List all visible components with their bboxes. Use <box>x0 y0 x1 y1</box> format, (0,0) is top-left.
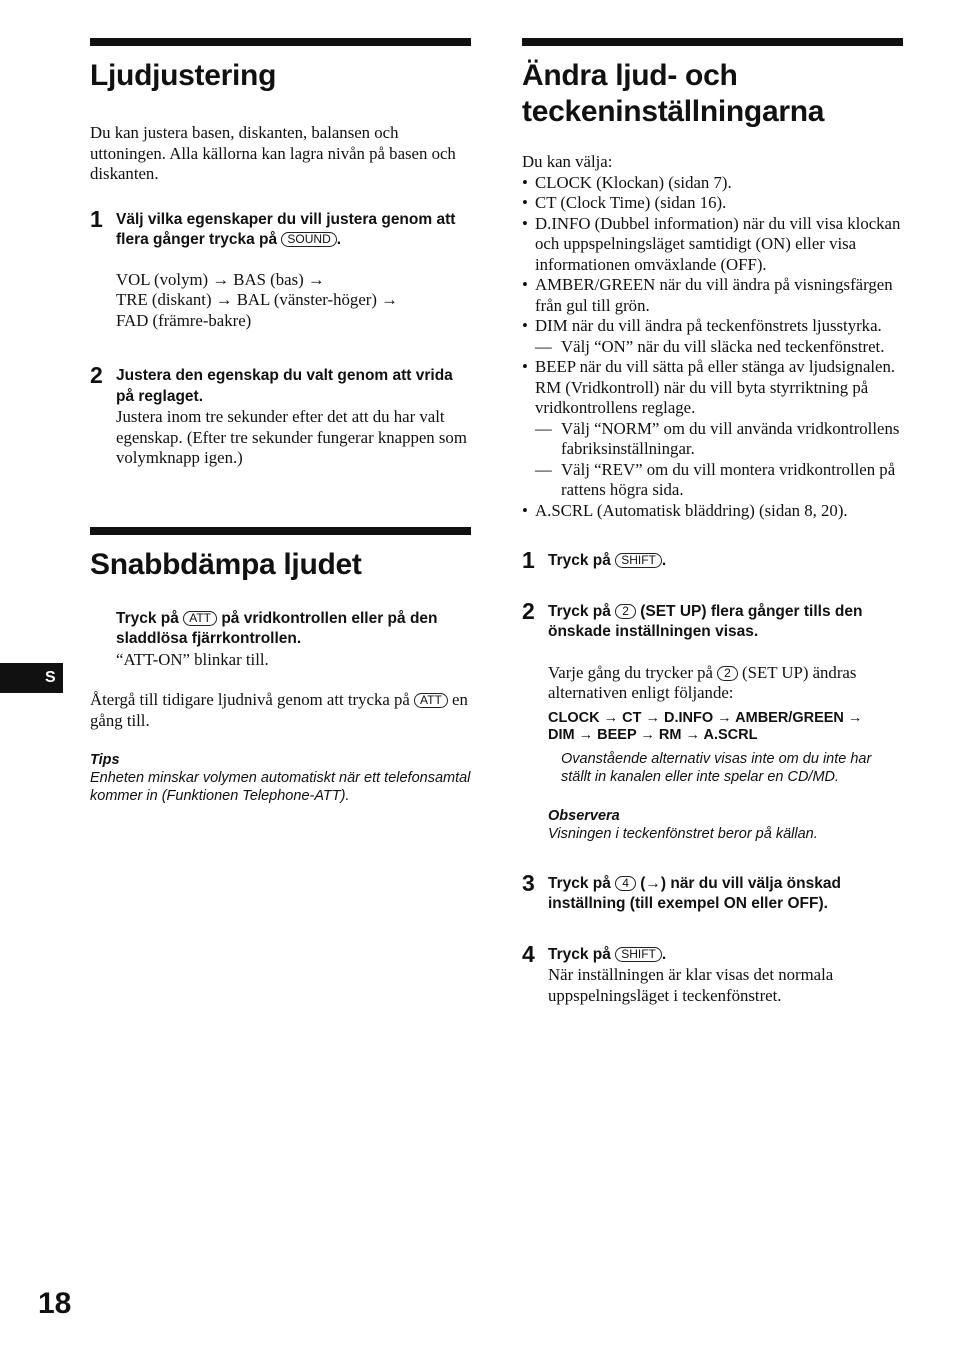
return-post: en gång till. <box>90 690 468 730</box>
step-description: När inställningen är klar visas det normala uppspelningsläget i teckenfönstret. <box>548 965 834 1005</box>
key-2: 2 <box>615 604 636 619</box>
section-rule <box>522 38 903 46</box>
step-description <box>548 663 903 704</box>
step-description: Justera inom tre sekunder efter det att du har valt egenskap. (Efter tre sekunder fungerar knappen som volymknapp igen.) <box>116 407 467 467</box>
step-pre: Tryck på <box>548 945 611 963</box>
observera-heading: Observera <box>548 807 620 824</box>
page-number: 18 <box>38 1287 72 1320</box>
dash-mark: — <box>535 418 552 438</box>
list-subitem <box>522 337 903 358</box>
options-list <box>522 152 903 521</box>
step-instruction: Justera den egenskap du valt genom att vrida på reglaget. <box>116 367 453 405</box>
subitem-text: Välj “ON” när du vill släcka ned teckenfönstret. <box>561 336 885 356</box>
step-instruction <box>548 602 903 643</box>
step-2 <box>90 362 471 469</box>
intro-paragraph: Du kan justera basen, diskanten, balansen och uttoningen. Alla källorna kan lagra nivån på basen och diskanten. <box>90 123 456 183</box>
att-key: ATT <box>183 611 217 626</box>
list-item: • CT (Clock Time) (sidan 16). <box>522 193 903 214</box>
step-end: . <box>336 231 342 248</box>
subitem-text: Välj “NORM” om du vill använda vridkontrollens fabriksinställningar. <box>561 418 900 458</box>
list-item: • AMBER/GREEN när du vill ändra på visningsfärgen från gul till grön. <box>522 275 903 316</box>
observera-text: Visningen i teckenfönstret beror på källan. <box>548 825 818 842</box>
step-number: 2 <box>90 362 103 388</box>
step-instruction <box>548 945 903 966</box>
tips-heading: Tips <box>90 752 120 768</box>
desc-pre: Varje gång du trycker på <box>548 662 713 682</box>
shift-key: SHIFT <box>615 947 662 962</box>
tips-text: Enheten minskar volymen automatiskt när ett telefonsamtal kommer in (Funktionen Telephone-ATT). <box>90 770 471 804</box>
step-3 <box>522 869 903 915</box>
key-2: 2 <box>717 666 738 681</box>
list-item: • D.INFO (Dubbel information) när du vill visa klockan och uppspelningsläget samtidigt (ON) eller visa informationen omväxlande (OFF). <box>522 214 903 276</box>
title-line: teckeninställningarna <box>522 95 825 128</box>
setup-sequence <box>548 710 903 744</box>
list-subitem <box>522 460 903 501</box>
step-1 <box>90 205 471 332</box>
dash-mark: — <box>535 459 552 479</box>
step-number: 4 <box>522 940 535 967</box>
setup-note: Ovanstående alternativ visas inte om du inte har ställt in kanalen eller inte spelar en CD/MD. <box>561 750 872 785</box>
step-1 <box>522 547 903 573</box>
return-paragraph <box>90 690 471 731</box>
sound-key: SOUND <box>281 232 336 247</box>
step-pre: Tryck på <box>548 874 611 892</box>
section-rule <box>90 38 471 46</box>
options-intro: Du kan välja: <box>522 152 613 171</box>
list-subitem <box>522 419 903 460</box>
sound-sequence <box>116 270 471 332</box>
subitem-text: Välj “REV” om du vill montera vridkontrollen på rattens högra sida. <box>561 459 896 499</box>
step-text: Välj vilka egenskaper du vill justera genom att flera gånger trycka på <box>116 210 456 248</box>
inst-post: på vridkontrollen eller på den sladdlösa fjärrkontrollen. <box>116 609 438 647</box>
step-number: 1 <box>90 205 103 232</box>
inst-pre: Tryck på <box>116 609 179 627</box>
sequence-line: DIM → BEEP → RM → A.SCRL <box>548 726 758 743</box>
shift-key: SHIFT <box>615 553 662 568</box>
dash-mark: — <box>535 336 552 356</box>
observera-block <box>548 807 903 843</box>
sequence-line: VOL (volym) → BAS (bas) → <box>116 269 325 289</box>
tips-block <box>90 751 471 805</box>
step-post: (SET UP) flera gånger tills den önskade inställningen visas. <box>548 602 863 640</box>
section-title-ljudjustering: Ljudjustering <box>90 59 277 92</box>
language-tab-label: S <box>45 669 56 686</box>
sequence-line: FAD (främre-bakre) <box>116 310 252 330</box>
att-key: ATT <box>414 693 448 708</box>
right-column <box>522 38 903 1006</box>
step-number: 2 <box>522 597 535 624</box>
step-number: 3 <box>522 869 535 896</box>
title-line: Ändra ljud- och <box>522 59 738 92</box>
section-rule <box>90 527 471 535</box>
list-item: • CLOCK (Klockan) (sidan 7). <box>522 173 903 194</box>
list-item: • DIM när du vill ändra på teckenfönstrets ljusstyrka. <box>522 316 903 337</box>
step-pre: Tryck på <box>548 602 611 620</box>
step-number: 1 <box>522 547 535 573</box>
language-tab <box>0 663 63 693</box>
mute-instruction <box>90 609 471 671</box>
step-instruction <box>548 551 903 572</box>
sequence-line: CLOCK → CT → D.INFO → AMBER/GREEN → <box>548 709 863 726</box>
step-instruction <box>116 210 471 251</box>
key-4: 4 <box>615 876 636 891</box>
list-item: • A.SCRL (Automatisk bläddring) (sidan 8, 20). <box>522 501 903 522</box>
list-item-continuation: RM (Vridkontroll) när du vill byta styrriktning på vridkontrollens reglage. <box>535 377 869 417</box>
step-instruction <box>548 874 903 915</box>
section-title-andra <box>522 58 903 130</box>
step-4 <box>522 940 903 1007</box>
section-title-snabbdampa: Snabbdämpa ljudet <box>90 547 362 581</box>
sequence-line: TRE (diskant) → BAL (vänster-höger) → <box>116 290 398 309</box>
step-2 <box>522 597 903 843</box>
return-pre: Återgå till tidigare ljudnivå genom att trycka på <box>90 690 410 709</box>
step-pre: Tryck på <box>548 552 611 569</box>
list-item: • BEEP när du vill sätta på eller stänga av ljudsignalen. <box>522 357 903 378</box>
mute-text <box>116 609 471 650</box>
desc-post: (SET UP) ändras alternativen enligt följande: <box>548 662 857 702</box>
step-end: . <box>661 552 667 569</box>
step-post: (→) när du vill välja önskad inställning (till exempel ON eller OFF). <box>548 874 841 912</box>
step-end: . <box>661 945 667 963</box>
att-on-note: “ATT-ON” blinkar till. <box>116 649 269 669</box>
left-column <box>90 38 471 805</box>
